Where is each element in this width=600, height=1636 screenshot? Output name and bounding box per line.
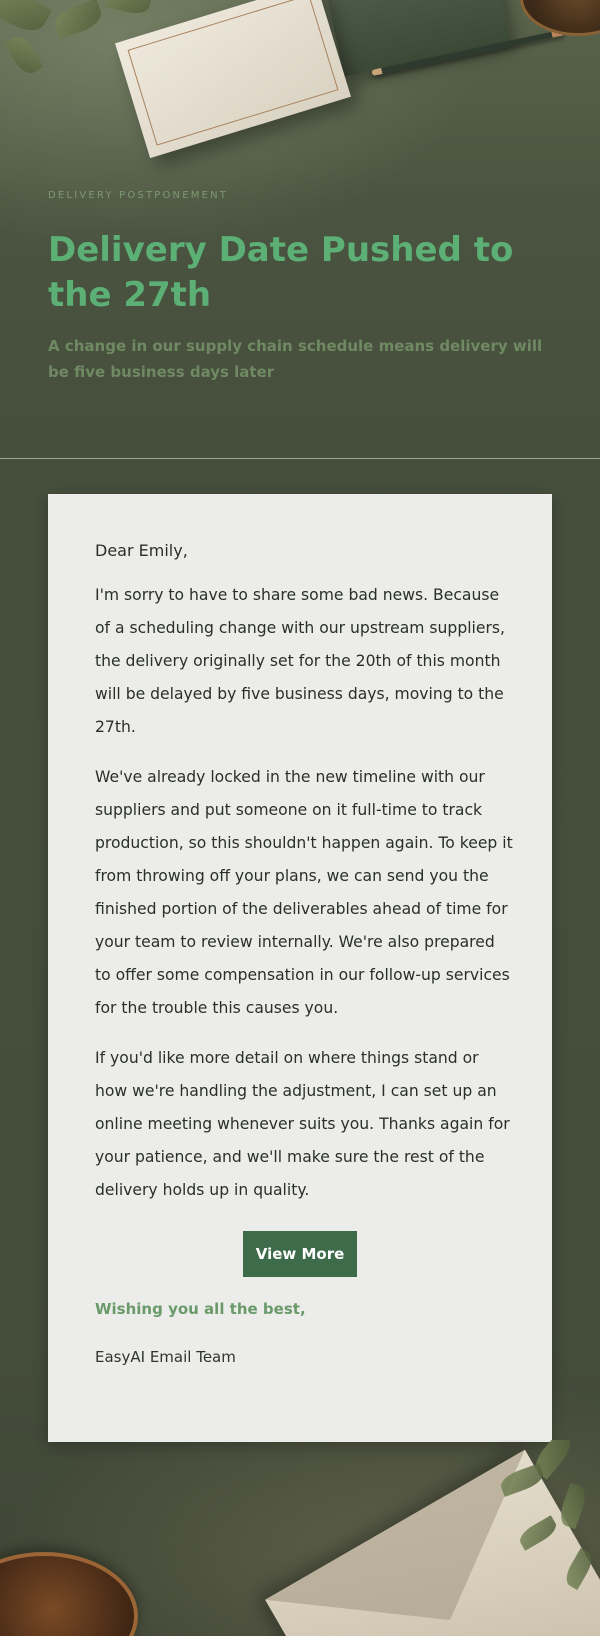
bowl-icon xyxy=(0,1552,138,1636)
page-title: Delivery Date Pushed to the 27th xyxy=(48,230,514,315)
header-divider xyxy=(0,458,600,459)
page-subtitle: A change in our supply chain schedule means delivery will be five business days later xyxy=(48,337,543,381)
letter-card xyxy=(48,494,552,1442)
eyebrow-label: DELIVERY POSTPONEMENT xyxy=(48,190,229,201)
signoff: Wishing you all the best, xyxy=(95,1300,306,1318)
leaf-icon xyxy=(51,0,105,39)
letter-paragraph: I'm sorry to have to share some bad news. Because of a scheduling change with our upstream suppliers, the delivery originally set for the 20th of this month will be delayed by five business days, moving to the 27th. xyxy=(95,586,505,736)
greeting: Dear Emily, xyxy=(95,541,188,560)
letter-body xyxy=(95,540,515,1224)
letter-paragraph: If you'd like more detail on where things stand or how we're handling the adjustment, I can set up an online meeting whenever suits you. Thanks again for your patience, and we'll make sure the rest of the delivery holds up in quality. xyxy=(95,1049,510,1199)
leaf-icon xyxy=(104,0,152,17)
cta-container xyxy=(48,1231,552,1277)
header-decoration xyxy=(0,0,600,200)
bowl-icon xyxy=(520,0,600,36)
leaf-icon xyxy=(556,1483,589,1529)
envelope-icon xyxy=(265,1450,600,1636)
view-more-button[interactable]: View More xyxy=(243,1231,357,1277)
footer-decoration xyxy=(0,1440,600,1636)
signature: EasyAI Email Team xyxy=(95,1348,236,1366)
letter-paragraph: We've already locked in the new timeline with our suppliers and put someone on it full-time to track production, so this shouldn't happen again. To keep it from throwing off your plans, we can send you the finished portion of the deliverables ahead of time for your team to review internally. We're also prepared to offer some compensation in our follow-up services for the trouble this causes you. xyxy=(95,768,513,1017)
note-card-icon xyxy=(115,0,351,158)
leaf-icon xyxy=(4,32,43,78)
leaf-icon xyxy=(0,0,52,38)
